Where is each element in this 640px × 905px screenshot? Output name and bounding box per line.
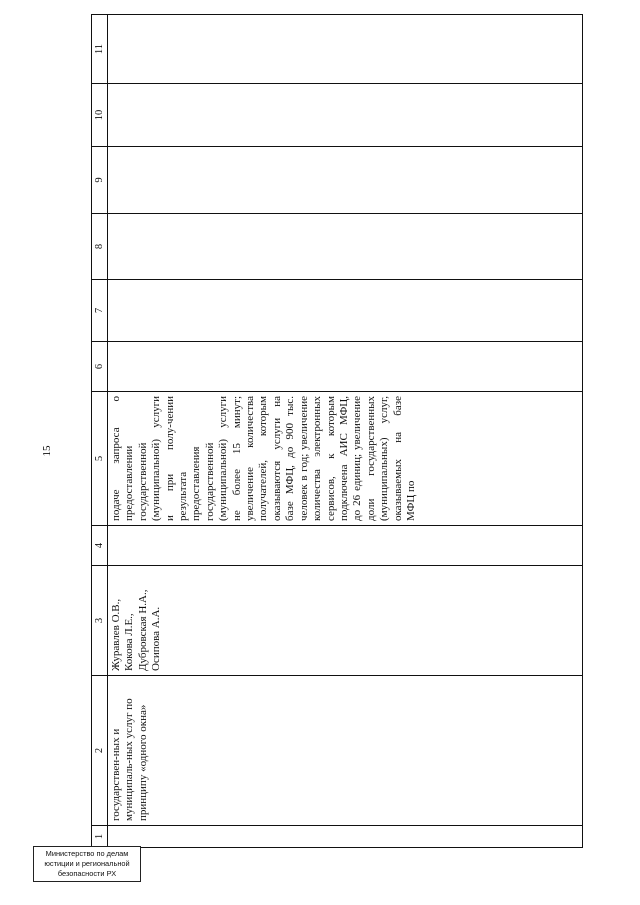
col-number-4: 4 <box>92 526 108 566</box>
rotated-table-container <box>91 43 583 848</box>
cell-col7 <box>108 280 583 342</box>
col-number-6: 6 <box>92 342 108 392</box>
page-number: 15 <box>41 445 53 457</box>
stamp-line-3: безопасности РХ <box>57 869 117 878</box>
cell-col4 <box>108 526 583 566</box>
cell-col1 <box>108 826 583 848</box>
cell-indicators: подаче запроса о предоставлении государственной (муниципальной) услуги и при полу-чении результата предоставления государственной (муниципальной) услуги не более 15 минут; увеличение количества получателей, которым оказываются услуги на базе МФЦ, до 900 тыс. человек в год; увеличение количества электронных сервисов, к которым подключена АИС МФЦ, до 26 единиц; увеличение доли государственных (муниципальных) услуг, оказываемых на базе МФЦ по <box>108 392 583 526</box>
col-number-11: 11 <box>92 15 108 84</box>
cell-responsible: Журавлев О.В., Кокова Л.Е., Дубровская Н.А., Осипова А.А. <box>108 566 583 676</box>
stamp-line-2: юстиции и региональной <box>44 859 130 868</box>
plan-table <box>91 14 583 848</box>
col-number-5: 5 <box>92 392 108 526</box>
cell-col8 <box>108 214 583 280</box>
cell-col10 <box>108 84 583 147</box>
col-number-10: 10 <box>92 84 108 147</box>
stamp-line-1: Министерство по делам <box>45 849 129 858</box>
column-number-row <box>92 15 108 848</box>
col-number-7: 7 <box>92 280 108 342</box>
col-number-9: 9 <box>92 147 108 214</box>
ministry-stamp <box>33 846 141 882</box>
col-number-2: 2 <box>92 676 108 826</box>
cell-col6 <box>108 342 583 392</box>
cell-col11 <box>108 15 583 84</box>
col-number-1: 1 <box>92 826 108 848</box>
cell-service-name: государствен-ных и муниципаль-ных услуг по принципу «одного окна» <box>108 676 583 826</box>
table-row <box>108 15 583 848</box>
cell-col9 <box>108 147 583 214</box>
col-number-8: 8 <box>92 214 108 280</box>
col-number-3: 3 <box>92 566 108 676</box>
